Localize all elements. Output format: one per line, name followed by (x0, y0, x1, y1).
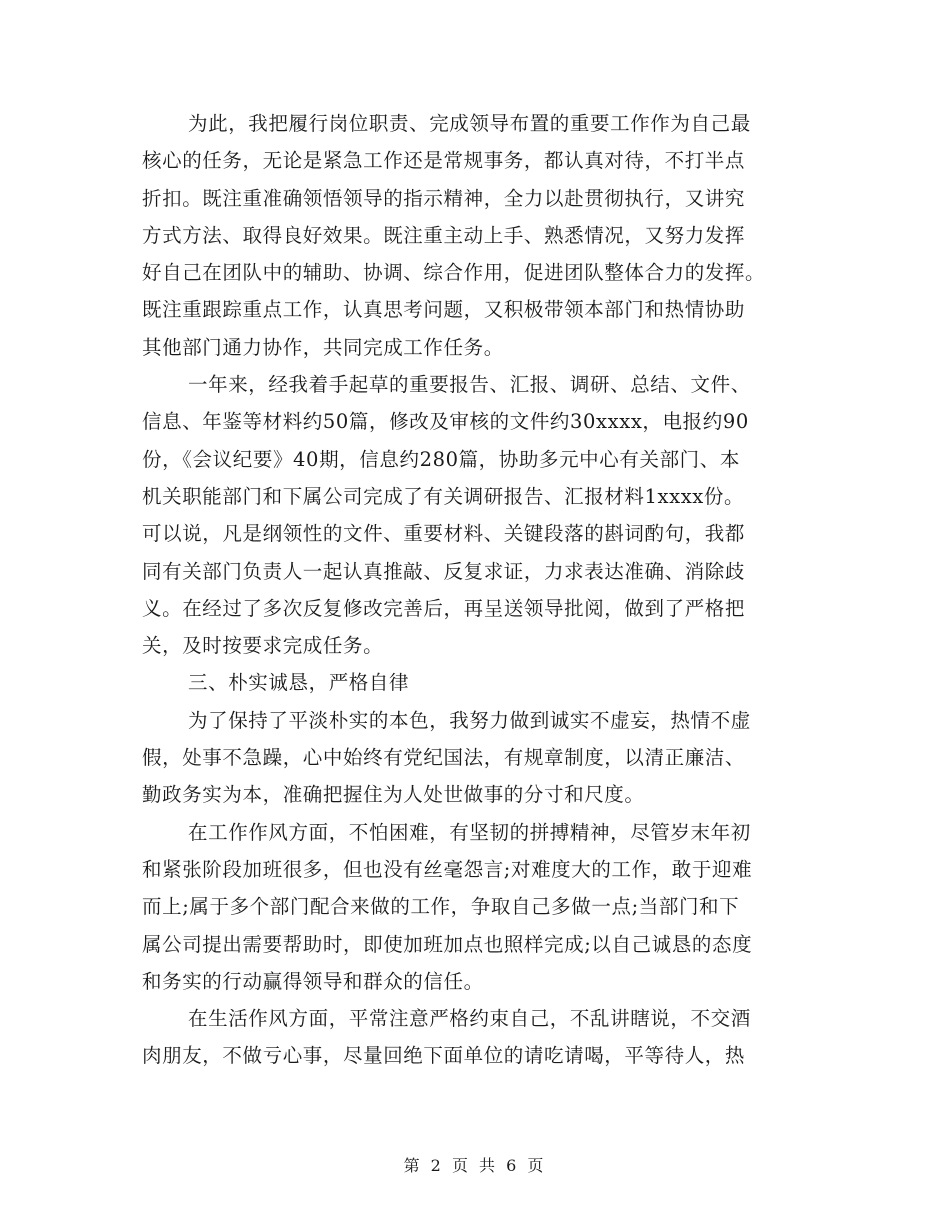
text-line: 在生活作风方面，平常注意严格约束自己，不乱讲瞎说，不交酒 (188, 1007, 751, 1031)
page-number-label: 第 2 页 共 6 页 (403, 1156, 547, 1175)
text-line: 在工作作风方面，不怕困难，有坚韧的拼搏精神，尽管岁末年初 (188, 820, 751, 844)
text-line: 而上;属于多个部门配合来做的工作，争取自己多做一点;当部门和下 (142, 895, 740, 919)
text-line: 肉朋友，不做亏心事，尽量回绝下面单位的请吃请喝，平等待人，热 (142, 1044, 746, 1068)
text-line: 好自己在团队中的辅助、协调、综合作用，促进团队整体合力的发挥。 (142, 261, 766, 285)
page-footer (0, 1153, 950, 1176)
text-line: 和紧张阶段加班很多，但也没有丝毫怨言;对难度大的工作，敢于迎难 (142, 857, 753, 881)
text-line: 其他部门通力协作，共同完成工作任务。 (142, 335, 504, 359)
text-line: 既注重跟踪重点工作，认真思考问题，又积极带领本部门和热情协助 (142, 298, 746, 322)
text-line: 关，及时按要求完成任务。 (142, 634, 384, 658)
text-line: 和务实的行动赢得领导和群众的信任。 (142, 969, 484, 993)
text-line: 勤政务实为本，准确把握住为人处世做事的分寸和尺度。 (142, 783, 645, 807)
text-line: 属公司提出需要帮助时，即使加班加点也照样完成;以自己诚恳的态度 (142, 932, 753, 956)
text-line: 义。在经过了多次反复修改完善后，再呈送领导批阅，做到了严格把 (142, 596, 746, 620)
text-line: 折扣。既注重准确领悟领导的指示精神，全力以赴贯彻执行，又讲究 (142, 186, 746, 210)
text-line: 核心的任务，无论是紧急工作还是常规事务，都认真对待，不打半点 (142, 149, 746, 173)
text-line: 份，《会议纪要》40期，信息约280篇，协助多元中心有关部门、本 (142, 447, 740, 471)
text-line: 假，处事不急躁，心中始终有党纪国法，有规章制度，以清正廉洁、 (142, 746, 746, 770)
text-line: 方式方法、取得良好效果。既注重主动上手、熟悉情况，又努力发挥 (142, 223, 746, 247)
text-line: 为此，我把履行岗位职责、完成领导布置的重要工作作为自己最 (188, 112, 751, 135)
text-line: 一年来，经我着手起草的重要报告、汇报、调研、总结、文件、 (188, 373, 751, 397)
text-line: 机关职能部门和下属公司完成了有关调研报告、汇报材料1xxxx份。 (142, 484, 745, 508)
document-body (142, 105, 822, 1075)
text-line: 可以说，凡是纲领性的文件、重要材料、关键段落的斟词酌句，我都 (142, 522, 746, 546)
text-line: 为了保持了平淡朴实的本色，我努力做到诚实不虚妄，热情不虚 (188, 708, 751, 732)
text-line: 三、朴实诚恳，严格自律 (188, 671, 410, 695)
text-line: 同有关部门负责人一起认真推敲、反复求证，力求表达准确、消除歧 (142, 559, 746, 583)
text-line: 信息、年鉴等材料约50篇，修改及审核的文件约30xxxx，电报约90 (142, 410, 749, 434)
